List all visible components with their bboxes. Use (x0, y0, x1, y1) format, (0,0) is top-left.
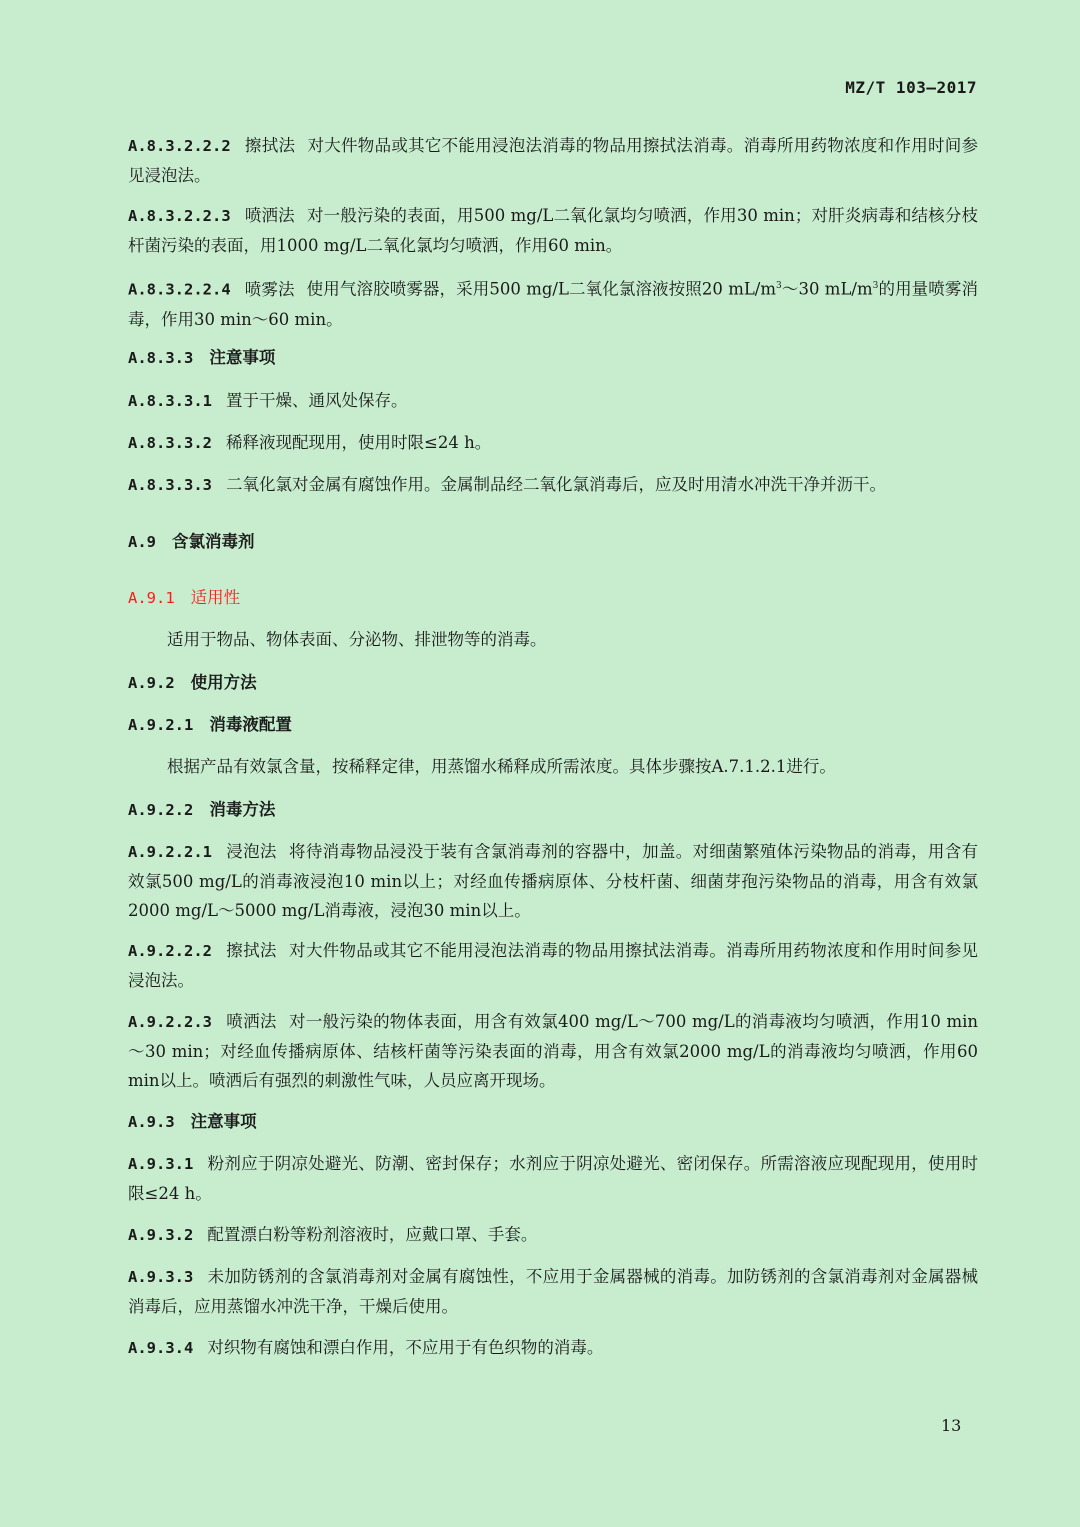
clause-text: 对织物有腐蚀和漂白作用，不应用于有色织物的消毒。 (207, 1338, 604, 1357)
clause-number: A.8.3.2.2.4 (128, 280, 231, 299)
clause-text: 对一般污染的物体表面，用含有效氯400 mg/L～700 mg/L的消毒液均匀喷洒，作用10 min～30 min；对经血传播病原体、结核杆菌等污染表面的消毒，用含有效氯2000 mg/L的消毒液均匀喷洒，作用60 min以上。喷洒后有强烈的刺激性气味，人员应离开现场。 (128, 1012, 979, 1090)
heading-title: 含氯消毒剂 (172, 532, 255, 551)
clause-number: A.9.3.2 (128, 1226, 194, 1244)
clause-text: ～30 mL/m (781, 279, 873, 299)
clause-a8-3-2-2-3 (128, 201, 978, 260)
clause-text: 二氧化氯对金属有腐蚀作用。金属制品经二氧化氯消毒后，应及时用清水冲洗干净并沥干。 (226, 475, 886, 494)
clause-number: A.9.2.2.2 (128, 942, 212, 960)
body-text-applicability: 适用于物品、物体表面、分泌物、排泄物等的消毒。 (167, 630, 547, 649)
heading-title: 注意事项 (209, 348, 276, 367)
heading-number: A.8.3.3 (128, 349, 194, 367)
clause-number: A.8.3.3.2 (128, 434, 212, 452)
clause-text: 将待消毒物品浸没于装有含氯消毒剂的容器中，加盖。对细菌繁殖体污染物品的消毒，用含有效氯500 mg/L的消毒液浸泡10 min以上；对经血传播病原体、分枝杆菌、细菌芽孢污染物品的消毒，用含有效氯2000 mg/L～5000 mg/L消毒液，浸泡30 min以上。 (128, 842, 979, 920)
heading-a9-1 (128, 583, 978, 613)
clause-number: A.9.3.4 (128, 1339, 194, 1357)
heading-number: A.9 (128, 533, 156, 551)
heading-a9-2 (128, 668, 978, 698)
clause-a9-2-2-1 (128, 837, 978, 925)
clause-number: A.8.3.3.3 (128, 476, 212, 494)
clause-text: 配置漂白粉等粉剂溶液时，应戴口罩、手套。 (207, 1225, 538, 1244)
clause-text: 置于干燥、通风处保存。 (226, 391, 408, 410)
clause-text: 的用量喷雾消毒，作用30 min～60 min。 (128, 279, 978, 329)
clause-text: 未加防锈剂的含氯消毒剂对金属有腐蚀性，不应用于金属器械的消毒。加防锈剂的含氯消毒剂对金属器械消毒后，应用蒸馏水冲洗干净，干燥后使用。 (128, 1267, 978, 1316)
clause-text: 对一般污染的表面，用500 mg/L二氧化氯均匀喷洒，作用30 min；对肝炎病毒和结核分枝杆菌污染的表面，用1000 mg/L二氧化氯均匀喷洒，作用60 min。 (128, 206, 979, 255)
clause-term: 擦拭法 (244, 136, 296, 155)
clause-number: A.9.2.2.3 (128, 1013, 212, 1031)
heading-a9-3 (128, 1107, 978, 1137)
clause-term: 擦拭法 (226, 941, 277, 960)
clause-a8-3-3-3 (128, 470, 978, 500)
clause-a9-2-2-3 (128, 1007, 978, 1095)
heading-number: A.9.2.1 (128, 716, 194, 734)
page-number: 13 (941, 1416, 962, 1435)
clause-a9-3-1 (128, 1149, 978, 1208)
heading-a9-2-1 (128, 710, 978, 740)
clause-number: A.9.3.3 (128, 1268, 194, 1286)
clause-number: A.9.2.2.1 (128, 843, 212, 861)
clause-term: 喷洒法 (244, 206, 295, 225)
heading-number: A.9.1 (128, 589, 175, 607)
clause-number: A.8.3.2.2.3 (128, 207, 231, 225)
clause-a8-3-2-2-4 (128, 272, 978, 334)
heading-title: 消毒液配置 (209, 715, 292, 734)
clause-a9-3-3 (128, 1262, 978, 1321)
clause-a8-3-2-2-2 (128, 131, 978, 190)
clause-a9-3-4 (128, 1333, 978, 1363)
clause-number: A.8.3.2.2.2 (128, 137, 231, 155)
superscript: 3 (776, 281, 782, 291)
superscript: 3 (872, 281, 879, 291)
heading-number: A.9.3 (128, 1113, 175, 1131)
clause-text: 使用气溶胶喷雾器，采用500 mg/L二氧化氯溶液按照20 mL/m (306, 279, 777, 299)
clause-a9-3-2 (128, 1220, 978, 1250)
body-text-preparation: 根据产品有效氯含量，按稀释定律，用蒸馏水稀释成所需浓度。具体步骤按A.7.1.2.1进行。 (167, 757, 836, 776)
clause-number: A.9.3.1 (128, 1155, 194, 1173)
heading-title: 使用方法 (190, 673, 257, 692)
clause-text: 对大件物品或其它不能用浸泡法消毒的物品用擦拭法消毒。消毒所用药物浓度和作用时间参见浸泡法。 (128, 136, 979, 185)
heading-a9-2-2 (128, 795, 978, 825)
heading-title: 适用性 (190, 588, 241, 607)
clause-a9-2-2-2 (128, 936, 978, 995)
heading-title: 消毒方法 (209, 800, 276, 819)
heading-number: A.9.2 (128, 674, 175, 692)
clause-term: 浸泡法 (226, 842, 277, 861)
clause-text: 对大件物品或其它不能用浸泡法消毒的物品用擦拭法消毒。消毒所用药物浓度和作用时间参见浸泡法。 (128, 941, 979, 990)
clause-text: 粉剂应于阴凉处避光、防潮、密封保存；水剂应于阴凉处避光、密闭保存。所需溶液应现配现用，使用时限≤24 h。 (128, 1154, 978, 1203)
heading-title: 注意事项 (190, 1112, 257, 1131)
heading-a8-3-3 (128, 343, 978, 373)
clause-a8-3-3-1 (128, 386, 978, 416)
clause-term: 喷雾法 (244, 279, 295, 299)
clause-number: A.8.3.3.1 (128, 392, 212, 410)
heading-a9 (128, 527, 978, 557)
clause-text: 稀释液现配现用，使用时限≤24 h。 (226, 433, 492, 452)
clause-a8-3-3-2 (128, 428, 978, 458)
heading-number: A.9.2.2 (128, 801, 194, 819)
standard-code: MZ/T 103—2017 (845, 78, 977, 97)
clause-term: 喷洒法 (226, 1012, 277, 1031)
